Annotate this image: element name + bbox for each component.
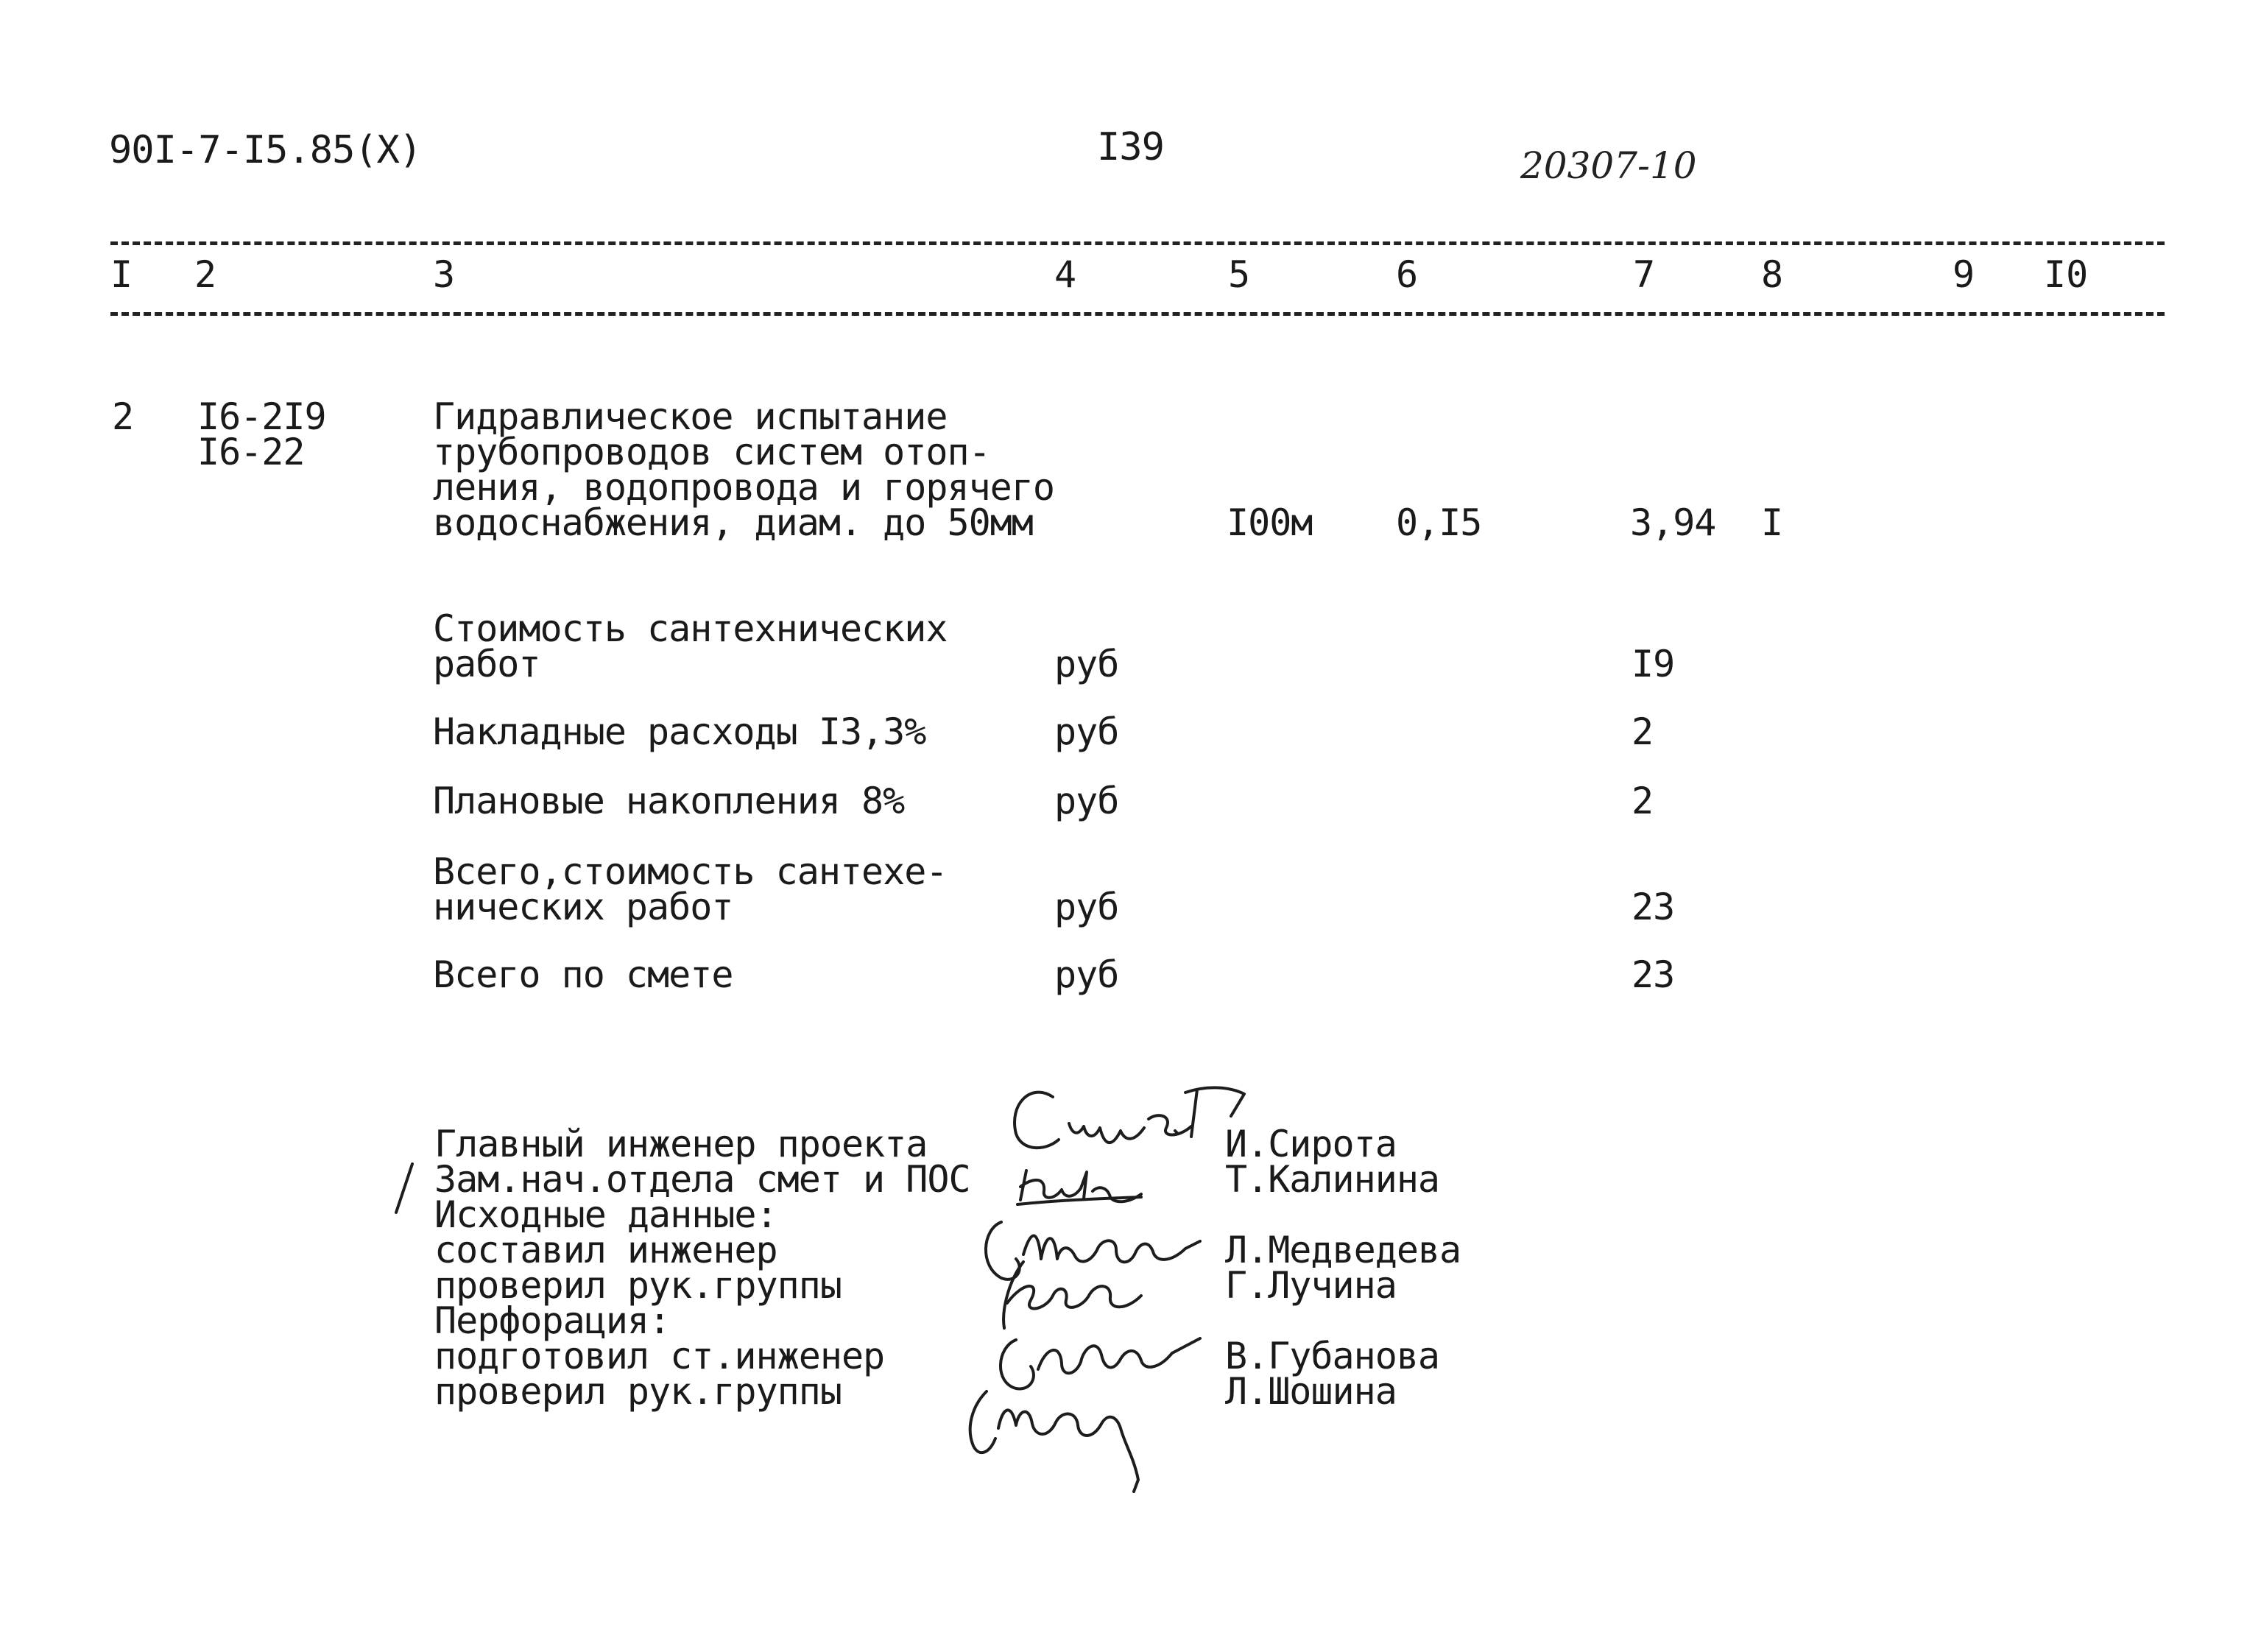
signature-name-medvedeva: Л.Медведева — [1225, 1229, 1461, 1271]
summary-value-grand-total: 23 — [1632, 953, 1675, 996]
signature-name-shoshina: Л.Шошина — [1225, 1370, 1397, 1413]
signature-role-prepared-by: подготовил ст.инженер — [434, 1335, 885, 1377]
document-code: 90I-7-I5.85(X) — [109, 128, 422, 172]
header-rule-bottom — [110, 312, 2165, 316]
summary-value-overhead: 2 — [1632, 710, 1654, 753]
signature-role-checked-by: проверил рук.группы — [434, 1264, 842, 1307]
summary-unit-grand-total: руб — [1054, 953, 1119, 996]
signature-role-checked-by-2: проверил рук.группы — [434, 1370, 842, 1413]
summary-value-total-plumbing: 23 — [1632, 886, 1675, 928]
row-code-2: I6-22 — [197, 431, 305, 473]
row-number: 2 — [112, 395, 134, 438]
signature-name-luchina: Г.Лучина — [1225, 1264, 1397, 1307]
summary-label-total-plumbing-line-1: Всего,стоимость сантехе- — [433, 850, 948, 893]
column-number-10: I0 — [2044, 253, 2089, 296]
row-code-1: I6-2I9 — [197, 395, 326, 438]
summary-label-grand-total: Всего по смете — [433, 953, 733, 996]
summary-value-cost: I9 — [1632, 643, 1675, 685]
row-column-8: I — [1761, 501, 1783, 544]
summary-value-planned-savings: 2 — [1632, 780, 1654, 822]
signature-role-source-data: Исходные данные: — [434, 1193, 777, 1236]
row-description-line-1: Гидравлическое испытание — [433, 395, 948, 438]
column-number-1: I — [110, 253, 133, 296]
summary-label-cost-line-2: работ — [433, 643, 540, 685]
row-quantity: 0,I5 — [1396, 501, 1482, 544]
summary-unit-overhead: руб — [1054, 710, 1119, 753]
signature-name-sirota: И.Сирота — [1225, 1123, 1397, 1165]
signature-role-compiled-by: составил инженер — [434, 1229, 777, 1271]
row-unit: I00м — [1227, 501, 1313, 544]
column-number-9: 9 — [1953, 253, 1975, 296]
column-number-6: 6 — [1396, 253, 1419, 296]
summary-label-total-plumbing-line-2: нических работ — [433, 886, 733, 928]
signature-role-deputy-head: Зам.нач.отдела смет и ПОС — [434, 1158, 970, 1201]
signature-role-chief-engineer: Главный инженер проекта — [434, 1123, 928, 1165]
row-description-line-4: водоснабжения, диам. до 50мм — [433, 501, 1033, 544]
column-number-4: 4 — [1054, 253, 1077, 296]
signature-name-kalinina: Т.Калинина — [1225, 1158, 1440, 1201]
handwritten-signature-kalinina — [1016, 1156, 1149, 1215]
margin-tick-mark — [390, 1159, 420, 1218]
signature-name-gubanova: В.Губанова — [1225, 1335, 1440, 1377]
column-number-3: 3 — [433, 253, 456, 296]
signature-role-perforation: Перфорация: — [434, 1299, 671, 1342]
column-number-8: 8 — [1761, 253, 1784, 296]
summary-label-overhead: Накладные расходы I3,3% — [433, 710, 926, 753]
header-rule-top — [110, 241, 2165, 245]
column-number-2: 2 — [194, 253, 217, 296]
handwritten-document-number: 20307-10 — [1520, 144, 1697, 187]
row-description-line-3: ления, водопровода и горячего — [433, 466, 1054, 509]
handwritten-signature-shoshina — [957, 1377, 1178, 1494]
summary-unit-cost: руб — [1054, 643, 1119, 685]
column-number-5: 5 — [1228, 253, 1251, 296]
summary-unit-total-plumbing: руб — [1054, 886, 1119, 928]
column-number-7: 7 — [1633, 253, 1656, 296]
page-number: I39 — [1097, 125, 1164, 169]
summary-label-planned-savings: Плановые накопления 8% — [433, 780, 905, 822]
summary-label-cost-line-1: Стоимость сантехнических — [433, 607, 948, 650]
handwritten-signature-sirota — [1001, 1075, 1281, 1163]
row-description-line-2: трубопроводов систем отоп- — [433, 431, 990, 473]
row-value: 3,94 — [1630, 501, 1716, 544]
summary-unit-planned-savings: руб — [1054, 780, 1119, 822]
